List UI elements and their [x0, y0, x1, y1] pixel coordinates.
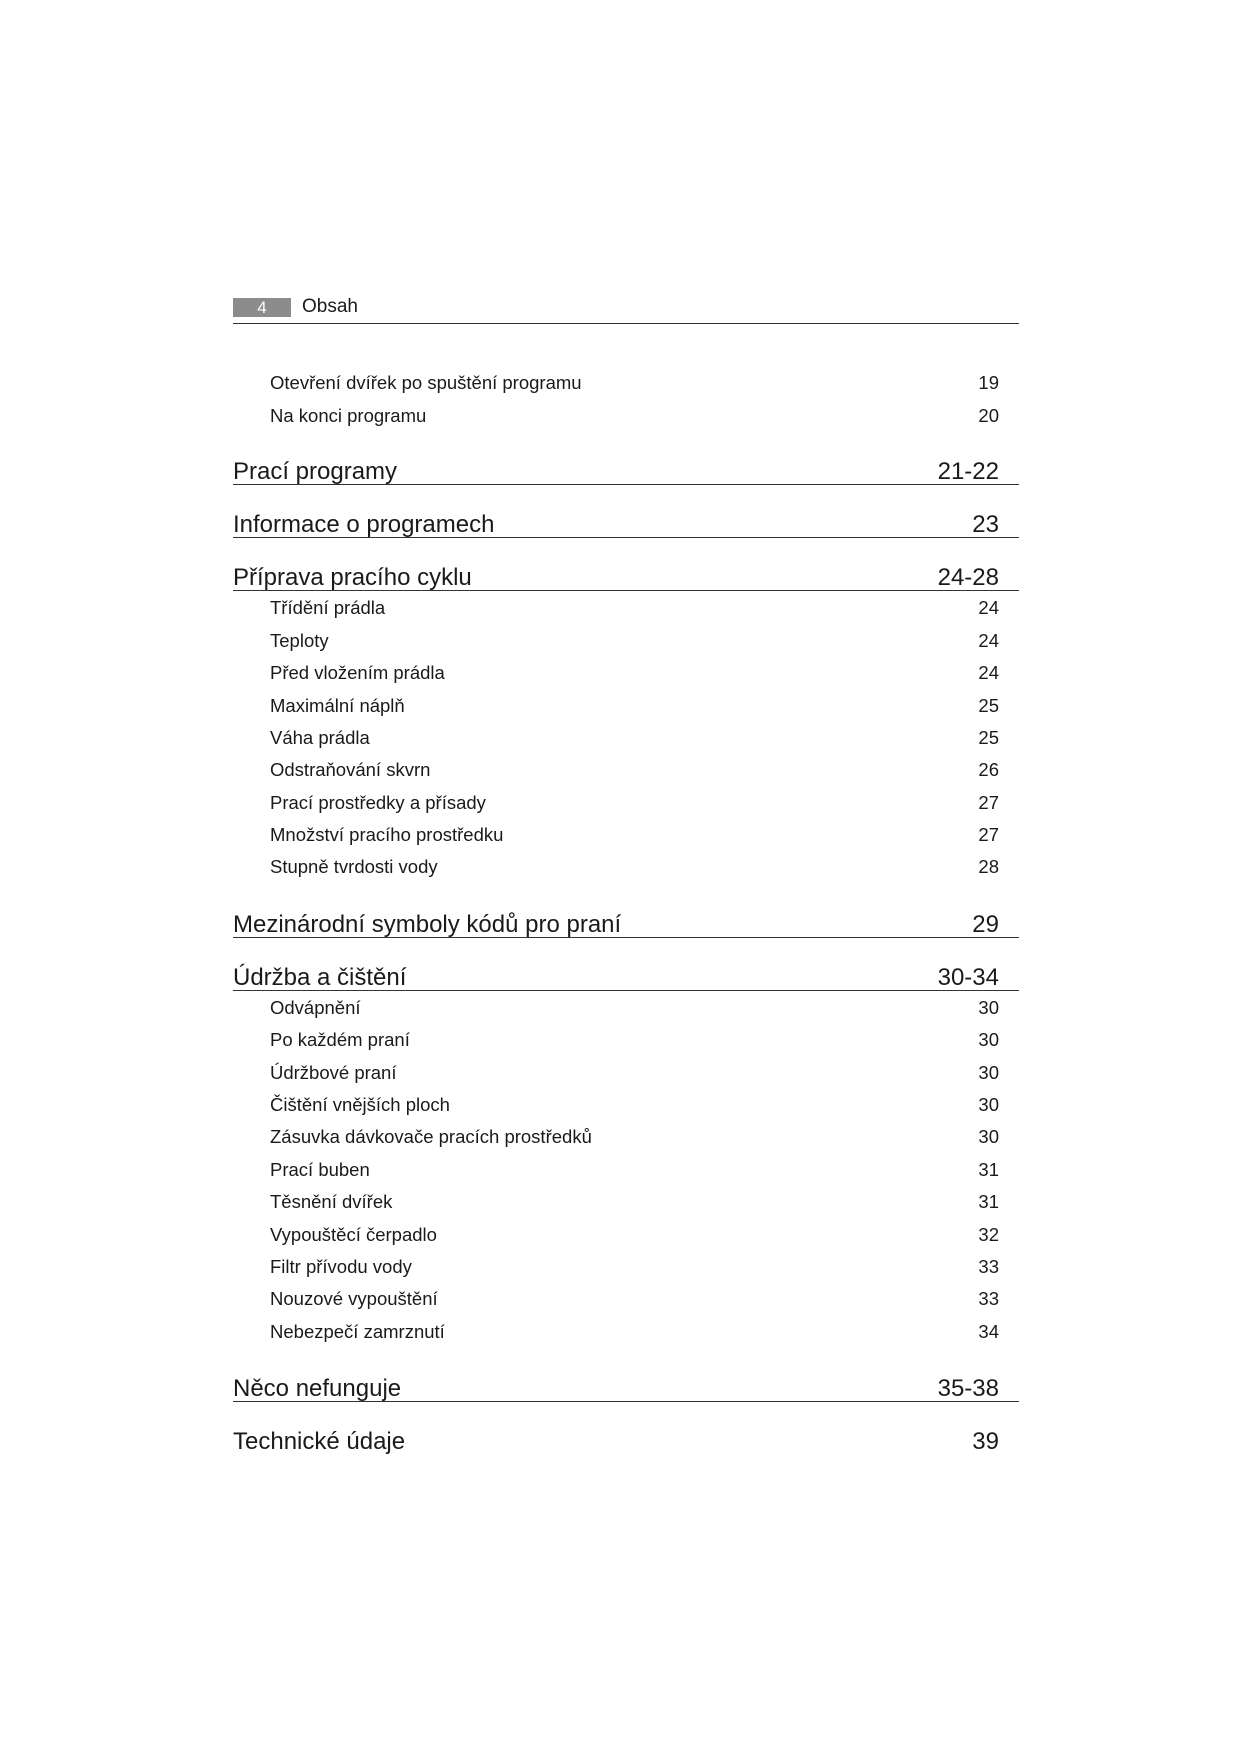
toc-section-page: 23: [972, 511, 999, 538]
toc-entry-page: 25: [978, 727, 999, 748]
toc-section-page: 21-22: [937, 458, 999, 485]
toc-subentry[interactable]: [233, 1286, 1019, 1311]
toc-section-page: 30-34: [937, 964, 999, 991]
toc-entry-page: 27: [978, 824, 999, 845]
toc-section-label: Technické údaje: [233, 1428, 406, 1455]
toc-section-label: Něco nefunguje: [233, 1375, 402, 1402]
toc-entry-page: 30: [978, 1029, 999, 1050]
toc-entry-page: 28: [978, 856, 999, 877]
toc-entry-label: Otevření dvířek po spuštění programu: [270, 372, 582, 393]
toc-entry-label: Filtr přívodu vody: [270, 1256, 412, 1277]
toc-section-page: 29: [972, 911, 999, 938]
toc-section[interactable]: [233, 1422, 1019, 1454]
toc-section-page: 24-28: [937, 564, 999, 591]
toc-section-label: Příprava pracího cyklu: [233, 564, 472, 591]
toc-section[interactable]: [233, 452, 1019, 485]
toc-entry-label: Odvápnění: [270, 997, 361, 1018]
toc-entry-label: Váha prádla: [270, 727, 370, 748]
toc-section-label: Mezinárodní symboly kódů pro praní: [233, 911, 622, 938]
toc-entry-label: Údržbové praní: [270, 1062, 397, 1083]
toc-subentry[interactable]: [233, 1319, 1019, 1344]
toc-entry-page: 19: [978, 372, 999, 393]
toc-subentry[interactable]: [233, 693, 1019, 718]
toc-subentry[interactable]: [233, 1027, 1019, 1052]
toc-section-label: Prací programy: [233, 458, 398, 485]
toc-subentry[interactable]: [233, 1124, 1019, 1149]
toc-subentry[interactable]: [233, 854, 1019, 879]
toc-section[interactable]: [233, 905, 1019, 938]
toc-subentry[interactable]: [233, 1189, 1019, 1214]
page-title: Obsah: [302, 296, 358, 317]
toc-subentry[interactable]: [233, 1092, 1019, 1117]
toc-entry-label: Teploty: [270, 630, 329, 651]
toc-entry-page: 27: [978, 792, 999, 813]
toc-subentry[interactable]: [233, 595, 1019, 620]
toc-subentry[interactable]: [233, 995, 1019, 1020]
toc-entry-page: 20: [978, 405, 999, 426]
toc-subentry[interactable]: [233, 725, 1019, 750]
toc-section-label: Údržba a čištění: [233, 964, 407, 991]
toc-entry-label: Těsnění dvířek: [270, 1191, 393, 1212]
toc-entry-page: 30: [978, 997, 999, 1018]
toc-subentry[interactable]: [233, 1254, 1019, 1279]
toc-section[interactable]: [233, 505, 1019, 538]
toc-section[interactable]: [233, 958, 1019, 991]
toc-section-label: Informace o programech: [233, 511, 495, 538]
toc-entry-page: 30: [978, 1094, 999, 1115]
toc-section[interactable]: [233, 1369, 1019, 1402]
toc-entry-label: Odstraňování skvrn: [270, 759, 431, 780]
toc-entry-page: 24: [978, 630, 999, 651]
toc-subentry[interactable]: [233, 403, 1019, 428]
toc-entry-page: 31: [978, 1159, 999, 1180]
toc-entry-page: 32: [978, 1224, 999, 1245]
toc-section[interactable]: [233, 558, 1019, 591]
toc-entry-label: Prací buben: [270, 1159, 370, 1180]
toc-subentry[interactable]: [233, 822, 1019, 847]
toc-entry-label: Prací prostředky a přísady: [270, 792, 486, 813]
toc-entry-label: Zásuvka dávkovače pracích prostředků: [270, 1126, 592, 1147]
toc-entry-page: 31: [978, 1191, 999, 1212]
toc-entry-page: 24: [978, 597, 999, 618]
toc-entry-label: Maximální náplň: [270, 695, 405, 716]
toc-subentry[interactable]: [233, 1060, 1019, 1085]
toc-entry-page: 24: [978, 662, 999, 683]
toc-entry-label: Nebezpečí zamrznutí: [270, 1321, 445, 1342]
toc-entry-label: Vypouštěcí čerpadlo: [270, 1224, 437, 1245]
toc-section-page: 39: [972, 1428, 999, 1455]
toc-entry-label: Stupně tvrdosti vody: [270, 856, 438, 877]
toc-subentry[interactable]: [233, 628, 1019, 653]
toc-entry-label: Třídění prádla: [270, 597, 386, 618]
page-header: [233, 295, 1019, 324]
toc-subentry[interactable]: [233, 1222, 1019, 1247]
toc-entry-label: Nouzové vypouštění: [270, 1288, 438, 1309]
toc-entry-page: 33: [978, 1288, 999, 1309]
toc-subentry[interactable]: [233, 1157, 1019, 1182]
toc-subentry[interactable]: [233, 757, 1019, 782]
page-number: 4: [233, 298, 291, 317]
toc-entry-label: Před vložením prádla: [270, 662, 445, 683]
toc-entry-label: Na konci programu: [270, 405, 427, 426]
toc-entry-page: 26: [978, 759, 999, 780]
toc-entry-page: 30: [978, 1062, 999, 1083]
toc-entry-page: 25: [978, 695, 999, 716]
toc-entry-label: Množství pracího prostředku: [270, 824, 504, 845]
toc-subentry[interactable]: [233, 790, 1019, 815]
toc-section-page: 35-38: [937, 1375, 999, 1402]
toc-entry-label: Po každém praní: [270, 1029, 410, 1050]
toc-entry-page: 34: [978, 1321, 999, 1342]
toc-entry-label: Čištění vnějších ploch: [270, 1094, 450, 1115]
toc-subentry[interactable]: [233, 370, 1019, 395]
toc-entry-page: 33: [978, 1256, 999, 1277]
toc-subentry[interactable]: [233, 660, 1019, 685]
toc-entry-page: 30: [978, 1126, 999, 1147]
